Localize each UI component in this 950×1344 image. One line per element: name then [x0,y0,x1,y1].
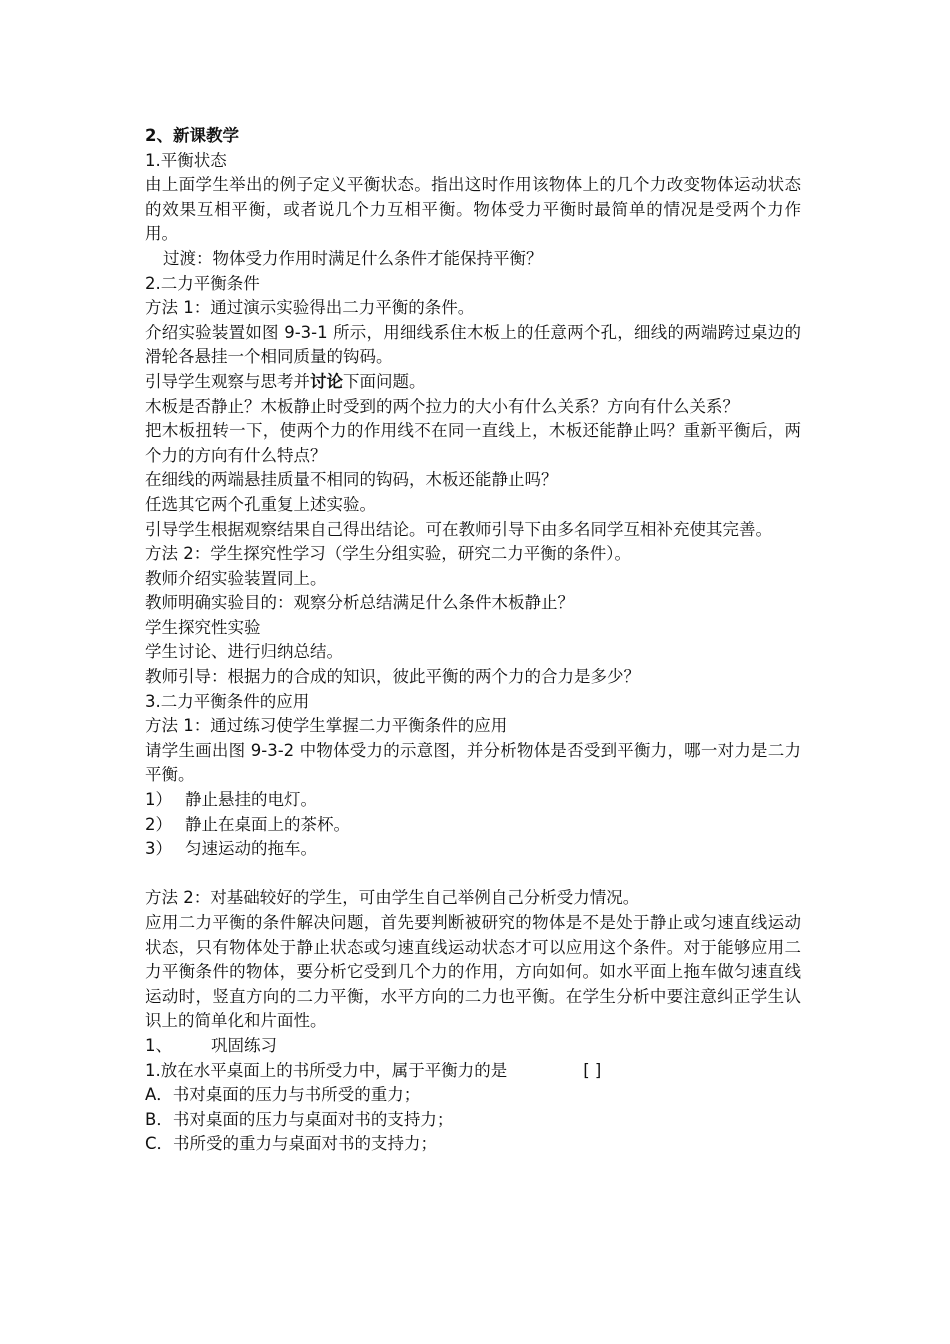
list-item-number: 1） [145,790,172,810]
exercise-question-text: 1.放在水平桌面上的书所受力中，属于平衡力的是 [145,1060,508,1080]
transition-line: 过渡：物体受力作用时满足什么条件才能保持平衡？ [163,248,543,268]
guide-prefix: 引导学生观察与思考并 [145,371,310,391]
method-3-body: 请学生画出图 9-3-2 中物体受力的示意图，并分析物体是否受到平衡力，哪一对力是二力平衡。 [145,740,801,785]
guide-suffix: 下面问题。 [343,371,426,391]
conclusion-paragraph: 引导学生根据观察结果自己得出结论。可在教师引导下由多名同学互相补充使其完善。 [145,519,772,539]
method-4-body: 应用二力平衡的条件解决问题，首先要判断被研究的物体是不是处于静止或匀速直线运动状态，只有物体处于静止状态或匀速直线运动状态才可以应用这个条件。对于能够应用二力平衡条件的物体，要分析它受到几个力的作用，方向如何。如水平面上拖车做匀速直线运动时，竖直方向的二力平衡，水平方向的二力也平衡。在学生分析中要注意纠正学生认识上的简单化和片面性。 [145,913,801,1031]
method-3-title: 方法 1：通过练习使学生掌握二力平衡条件的应用 [145,716,508,736]
answer-bracket: [ ] [583,1060,602,1080]
method-1-title: 方法 1：通过演示实验得出二力平衡的条件。 [145,298,475,318]
method-1-intro: 介绍实验装置如图 9-3-1 所示，用细线系住木板上的任意两个孔，细线的两端跨过桌边的滑轮各悬挂一个相同质量的钩码。 [145,322,801,367]
list-item-number: 2） [145,814,172,834]
guide-bold: 讨论 [310,371,343,391]
list-item-text: 静止悬挂的电灯。 [185,790,317,810]
question-4: 任选其它两个孔重复上述实验。 [145,494,376,514]
method-2-line-3: 学生探究性实验 [145,617,261,637]
list-item [145,788,801,813]
subheading-balance-state: 1.平衡状态 [145,150,227,170]
list-item [145,813,801,838]
subheading-two-force-condition: 2.二力平衡条件 [145,273,260,293]
method-4-title: 方法 2：对基础较好的学生，可由学生自己举例自己分析受力情况。 [145,888,640,908]
practice-heading [145,1034,801,1059]
list-item-text: 静止在桌面上的茶杯。 [185,814,350,834]
option-a: A．书对桌面的压力与书所受的重力； [145,1085,421,1105]
document-page [145,124,801,1157]
practice-number: 1、 [145,1035,172,1055]
practice-title: 巩固练习 [211,1035,277,1055]
question-1: 木板是否静止？木板静止时受到的两个拉力的大小有什么关系？方向有什么关系？ [145,396,739,416]
method-2-line-4: 学生讨论、进行归纳总结。 [145,642,343,662]
option-b: B．书对桌面的压力与桌面对书的支持力； [145,1109,454,1129]
section-title: 2、新课教学 [145,126,239,145]
paragraph-balance-state: 由上面学生举出的例子定义平衡状态。指出这时作用该物体上的几个力改变物体运动状态的效果互相平衡，或者说几个力互相平衡。物体受力平衡时最简单的情况是受两个力作用。 [145,175,801,244]
list-item-text: 匀速运动的拖车。 [185,839,317,859]
exercise-question [145,1059,801,1084]
list-item-number: 3） [145,839,172,859]
guide-line [145,370,801,395]
method-2-line-2: 教师明确实验目的：观察分析总结满足什么条件木板静止？ [145,593,574,613]
list-item [145,837,801,862]
subheading-application: 3.二力平衡条件的应用 [145,691,310,711]
method-2-title: 方法 2：学生探究性学习（学生分组实验，研究二力平衡的条件）。 [145,544,631,564]
blank-line [145,862,801,887]
method-2-line-5: 教师引导：根据力的合成的知识，彼此平衡的两个力的合力是多少？ [145,667,640,687]
question-2: 把木板扭转一下，使两个力的作用线不在同一直线上，木板还能静止吗？重新平衡后，两个力的方向有什么特点？ [145,421,801,465]
option-c: C．书所受的重力与桌面对书的支持力； [145,1134,438,1154]
question-3: 在细线的两端悬挂质量不相同的钩码，木板还能静止吗？ [145,470,558,490]
method-2-line-1: 教师介绍实验装置同上。 [145,568,327,588]
